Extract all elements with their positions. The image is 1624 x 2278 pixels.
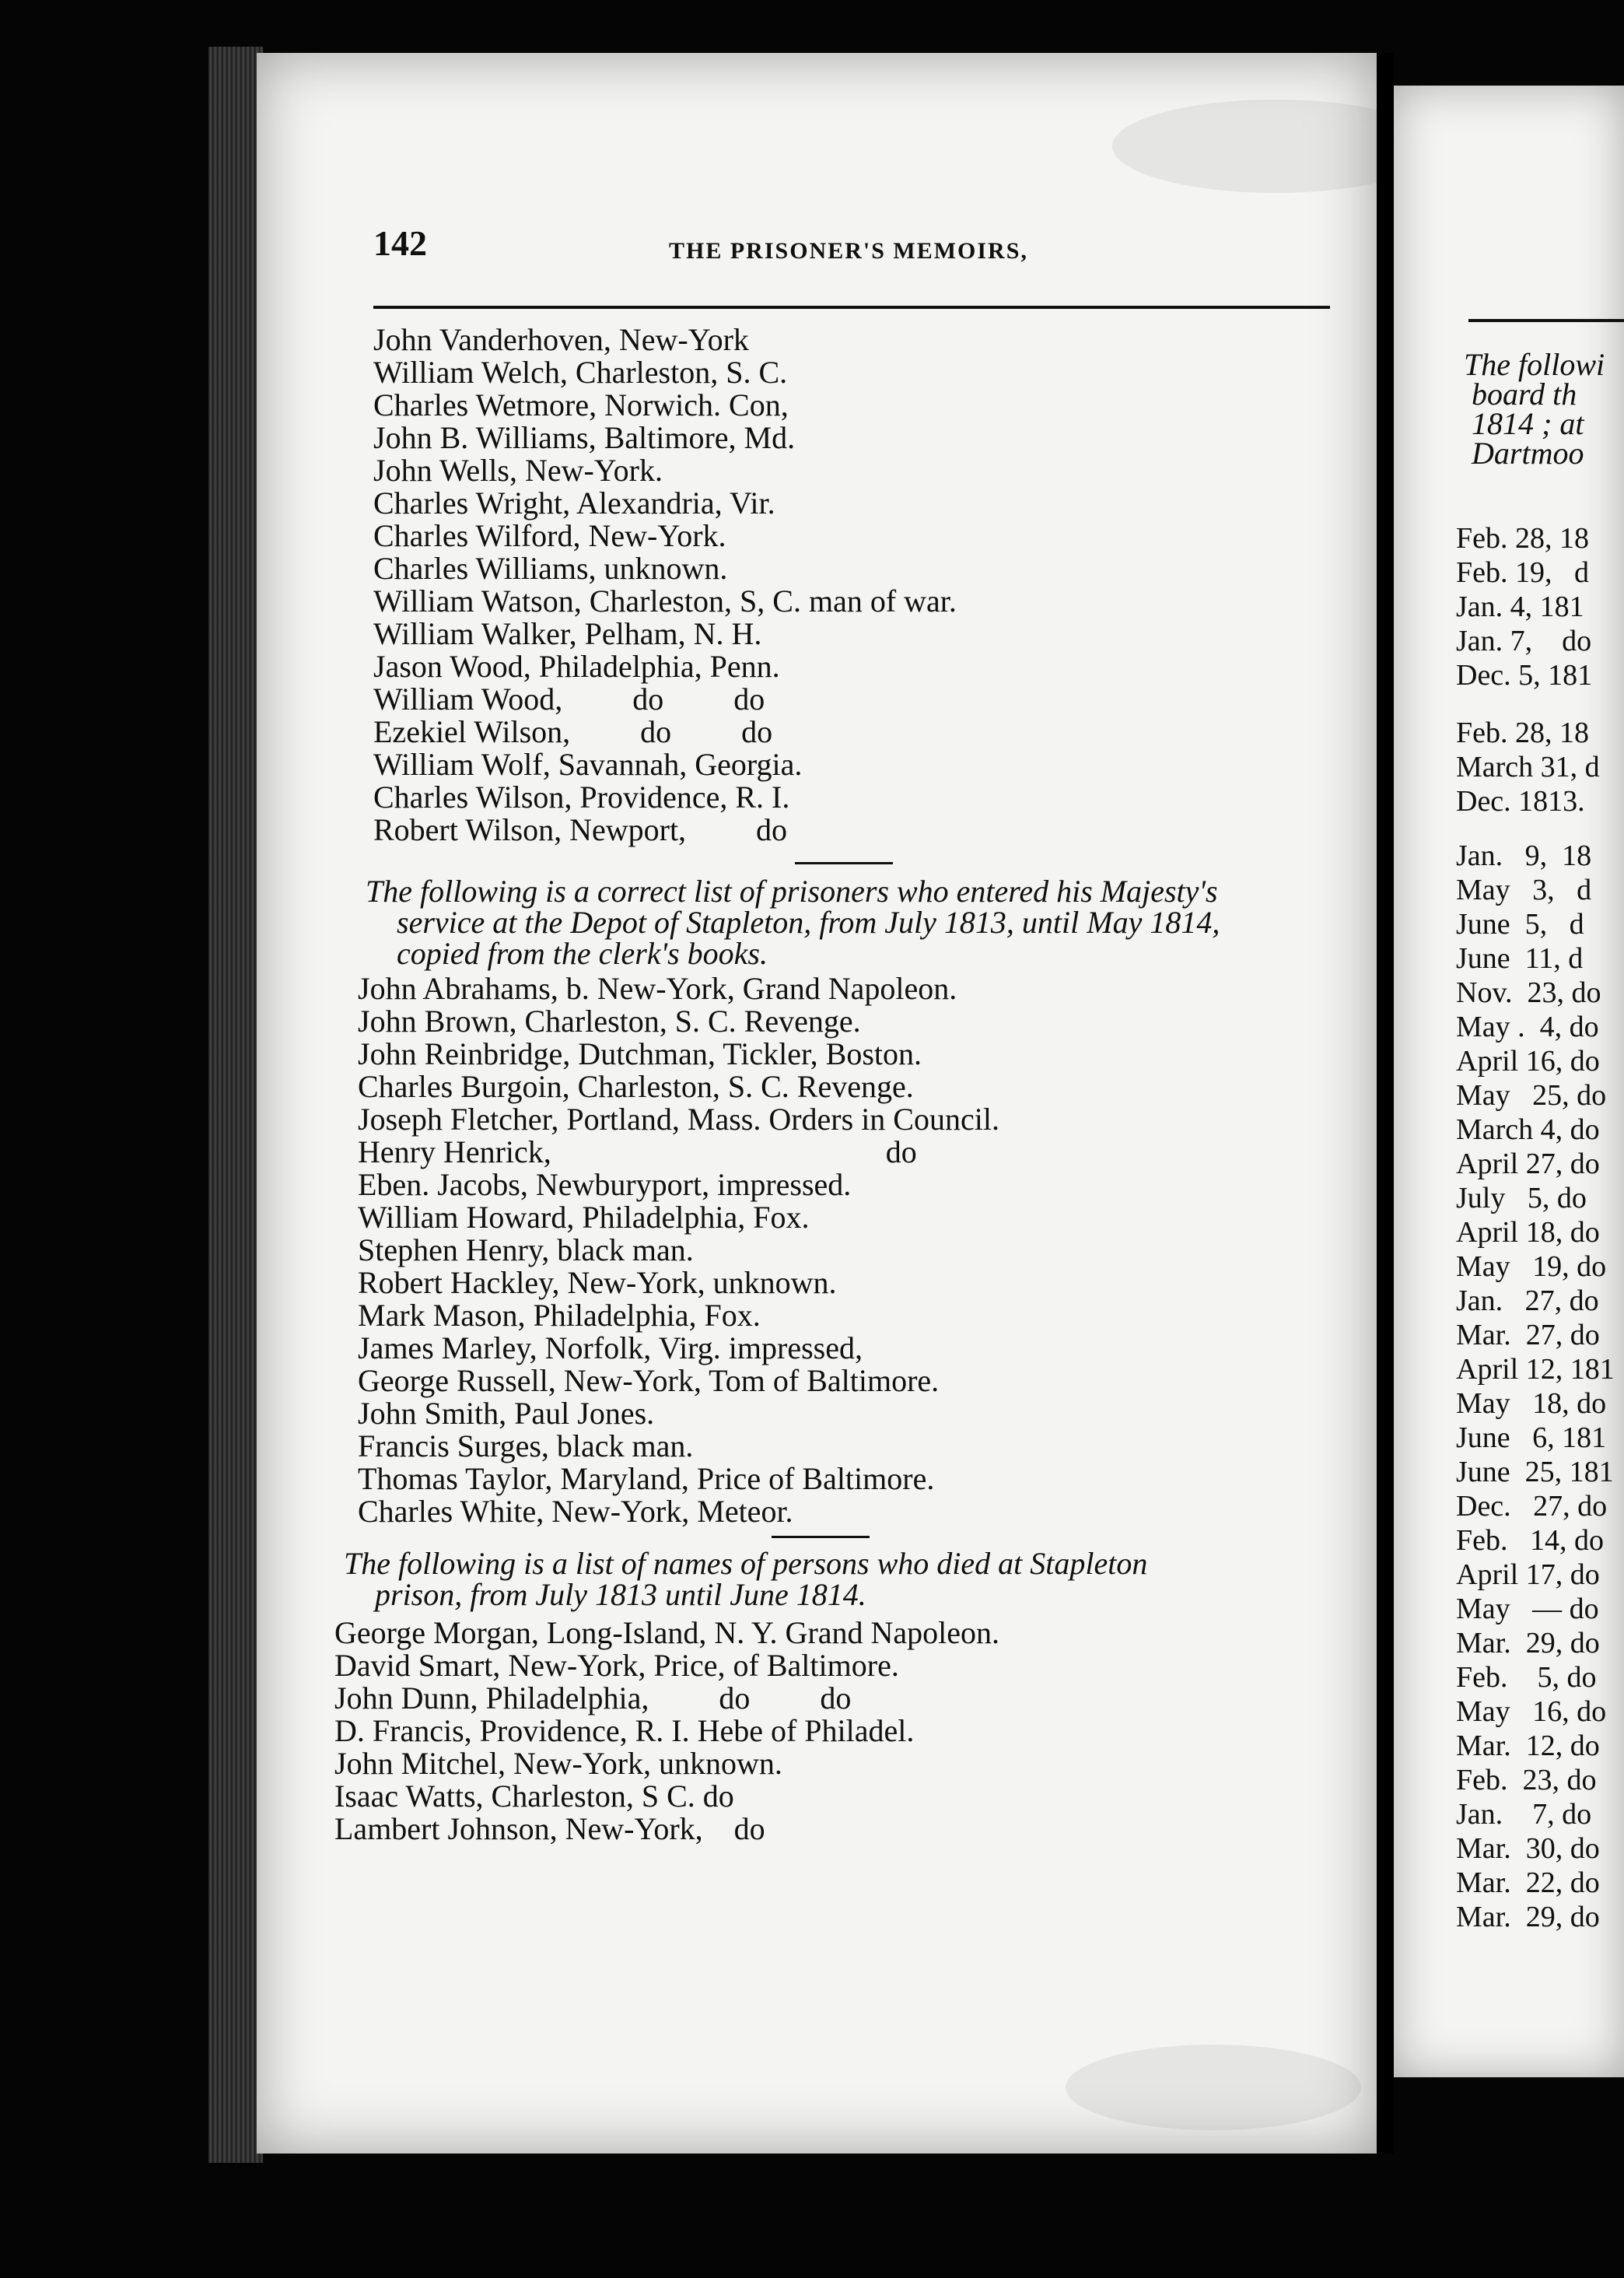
list-entry: John Vanderhoven, New-York bbox=[373, 322, 749, 357]
list-entry: John Brown, Charleston, S. C. Revenge. bbox=[358, 1004, 861, 1039]
header-rule bbox=[373, 306, 1330, 309]
date-entry: May — do bbox=[1456, 1593, 1599, 1625]
section-heading-entered-service: The following is a correct list of prisoners who entered his Majesty's service at the Depot of Stapleton, from July 1813, until May 1814, copied from the clerk's books. bbox=[366, 874, 1220, 971]
date-entry: Feb. 28, 18 bbox=[1456, 717, 1589, 749]
date-entry: April 17, do bbox=[1456, 1558, 1600, 1591]
list-entry: Charles Williams, unknown. bbox=[373, 551, 728, 586]
date-entry: Feb. 23, do bbox=[1456, 1764, 1597, 1796]
list-entry: Charles Wright, Alexandria, Vir. bbox=[373, 485, 775, 520]
list-entry: Francis Surges, black man. bbox=[358, 1428, 694, 1463]
list-entry: William Welch, Charleston, S. C. bbox=[373, 355, 788, 390]
list-entry: John B. Williams, Baltimore, Md. bbox=[373, 420, 796, 455]
list-entry: John Dunn, Philadelphia, do do bbox=[334, 1680, 852, 1716]
list-entry: William Wolf, Savannah, Georgia. bbox=[373, 747, 803, 782]
list-entry: Eben. Jacobs, Newburyport, impressed. bbox=[358, 1167, 852, 1202]
list-entry: John Reinbridge, Dutchman, Tickler, Boston. bbox=[358, 1036, 922, 1071]
date-entry: July 5, do bbox=[1456, 1182, 1587, 1214]
list-entry: Charles Wilson, Providence, R. I. bbox=[373, 780, 790, 815]
list-entry: Charles Burgoin, Charleston, S. C. Revenge. bbox=[358, 1069, 914, 1104]
date-entry: April 12, 181 bbox=[1456, 1353, 1615, 1386]
list-entry: Charles White, New-York, Meteor. bbox=[358, 1494, 793, 1529]
recaptured-list bbox=[373, 324, 957, 846]
list-entry: Robert Wilson, Newport, do bbox=[373, 812, 788, 847]
date-entry: Mar. 12, do bbox=[1456, 1730, 1600, 1762]
page-edges bbox=[208, 47, 263, 2163]
date-entry: Jan. 27, do bbox=[1456, 1284, 1599, 1317]
list-entry: Isaac Watts, Charleston, S C. do bbox=[334, 1779, 734, 1814]
date-entry: March 31, d bbox=[1456, 751, 1600, 783]
date-entry: Jan. 4, 181 bbox=[1456, 591, 1584, 623]
list-entry: Henry Henrick, do bbox=[358, 1134, 917, 1169]
list-entry: James Marley, Norfolk, Virg. impressed, bbox=[358, 1330, 863, 1365]
date-entry: Dec. 5, 181 bbox=[1456, 659, 1593, 692]
date-entry: May 3, d bbox=[1456, 874, 1592, 906]
date-column bbox=[1456, 839, 1615, 1934]
date-entry: March 4, do bbox=[1456, 1113, 1600, 1146]
date-entry: April 18, do bbox=[1456, 1216, 1600, 1249]
list-entry: David Smart, New-York, Price, of Baltimore. bbox=[334, 1648, 899, 1683]
list-entry: Ezekiel Wilson, do do bbox=[373, 714, 773, 749]
list-entry: John Abrahams, b. New-York, Grand Napoleon. bbox=[358, 971, 957, 1006]
date-entry: June 6, 181 bbox=[1456, 1421, 1607, 1454]
date-entry: Feb. 5, do bbox=[1456, 1661, 1597, 1694]
date-entry: May . 4, do bbox=[1456, 1011, 1599, 1043]
date-entry: April 27, do bbox=[1456, 1148, 1600, 1180]
list-entry: Lambert Johnson, New-York, do bbox=[334, 1811, 765, 1846]
date-entry: May 16, do bbox=[1456, 1695, 1607, 1728]
list-entry: Robert Hackley, New-York, unknown. bbox=[358, 1265, 837, 1300]
section-divider bbox=[772, 1536, 870, 1538]
list-entry: Joseph Fletcher, Portland, Mass. Orders in Council. bbox=[358, 1102, 999, 1137]
left-page bbox=[257, 53, 1377, 2154]
date-entry: Nov. 23, do bbox=[1456, 976, 1601, 1009]
list-entry: William Wood, do do bbox=[373, 682, 765, 717]
list-entry: Stephen Henry, black man. bbox=[358, 1232, 694, 1267]
list-entry: Thomas Taylor, Maryland, Price of Baltimore. bbox=[358, 1461, 935, 1496]
date-entry: Mar. 29, do bbox=[1456, 1901, 1600, 1933]
list-entry: William Watson, Charleston, S, C. man of war. bbox=[373, 584, 957, 619]
list-entry: Charles Wetmore, Norwich. Con, bbox=[373, 387, 789, 422]
date-entry: Feb. 19, d bbox=[1456, 556, 1589, 589]
gutter bbox=[1377, 53, 1394, 2154]
date-entry: Mar. 30, do bbox=[1456, 1832, 1600, 1865]
date-column bbox=[1456, 521, 1592, 692]
right-section-heading: The followi board th 1814 ; at Dartmoo bbox=[1464, 347, 1605, 471]
list-entry: Mark Mason, Philadelphia, Fox. bbox=[358, 1298, 761, 1333]
date-entry: Mar. 27, do bbox=[1456, 1319, 1600, 1351]
paper-stain bbox=[1066, 2045, 1361, 2130]
list-entry: George Morgan, Long-Island, N. Y. Grand Napoleon. bbox=[334, 1615, 1000, 1650]
date-entry: May 25, do bbox=[1456, 1079, 1607, 1112]
date-entry: June 11, d bbox=[1456, 942, 1584, 975]
list-entry: Jason Wood, Philadelphia, Penn. bbox=[373, 649, 780, 684]
entered-service-list bbox=[358, 973, 999, 1528]
list-entry: John Wells, New-York. bbox=[373, 453, 663, 488]
section-heading-died: The following is a list of names of persons who died at Stapleton prison, from July 1813 until June 1814. bbox=[344, 1546, 1148, 1612]
section-divider bbox=[795, 862, 893, 864]
list-entry: Charles Wilford, New-York. bbox=[373, 518, 726, 553]
date-entry: Mar. 22, do bbox=[1456, 1866, 1600, 1899]
list-entry: George Russell, New-York, Tom of Baltimore. bbox=[358, 1363, 940, 1398]
header-rule bbox=[1468, 319, 1624, 322]
date-entry: Jan. 9, 18 bbox=[1456, 839, 1592, 872]
right-page bbox=[1394, 86, 1624, 2077]
date-entry: June 5, d bbox=[1456, 908, 1584, 941]
date-entry: Dec. 1813. bbox=[1456, 785, 1585, 818]
date-column bbox=[1456, 716, 1600, 818]
date-entry: Dec. 27, do bbox=[1456, 1490, 1608, 1523]
died-list bbox=[334, 1617, 999, 1845]
list-entry: William Walker, Pelham, N. H. bbox=[373, 616, 762, 651]
page-number: 142 bbox=[373, 223, 427, 263]
list-entry: John Mitchel, New-York, unknown. bbox=[334, 1746, 782, 1781]
list-entry: D. Francis, Providence, R. I. Hebe of Philadel. bbox=[334, 1713, 915, 1748]
date-entry: Feb. 14, do bbox=[1456, 1524, 1604, 1557]
date-entry: June 25, 181 bbox=[1456, 1456, 1614, 1488]
date-entry: May 19, do bbox=[1456, 1250, 1607, 1283]
list-entry: William Howard, Philadelphia, Fox. bbox=[358, 1200, 810, 1235]
date-entry: April 16, do bbox=[1456, 1045, 1600, 1078]
running-head: THE PRISONER'S MEMOIRS, bbox=[669, 238, 1028, 264]
date-entry: Jan. 7, do bbox=[1456, 1798, 1592, 1831]
date-entry: Jan. 7, do bbox=[1456, 625, 1592, 657]
date-entry: Feb. 28, 18 bbox=[1456, 522, 1589, 555]
date-entry: May 18, do bbox=[1456, 1387, 1607, 1420]
list-entry: John Smith, Paul Jones. bbox=[358, 1396, 655, 1431]
date-entry: Mar. 29, do bbox=[1456, 1627, 1600, 1659]
